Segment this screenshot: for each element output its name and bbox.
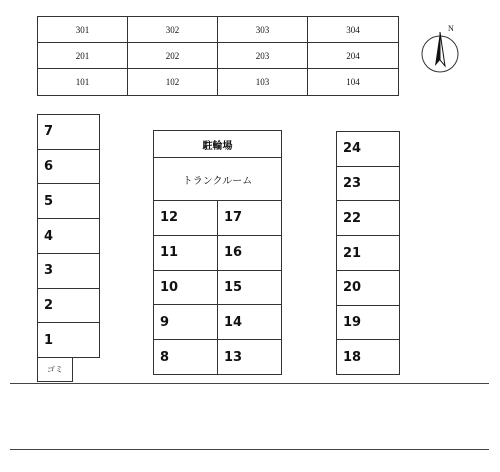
room: 202 — [128, 43, 218, 69]
parking-space: 24 — [337, 132, 399, 167]
north-label: N — [448, 24, 454, 33]
garbage-area: ゴミ — [37, 358, 73, 382]
room: 104 — [346, 77, 360, 87]
parking-column-center-right — [218, 200, 282, 375]
parking-space: 6 — [38, 150, 99, 185]
parking-space: 17 — [218, 201, 281, 236]
room: 302 — [128, 17, 218, 43]
room: 304 — [308, 17, 398, 43]
parking-space: 15 — [218, 271, 281, 306]
parking-space: 19 — [337, 306, 399, 341]
parking-column-right — [336, 131, 400, 375]
room: 204 — [308, 43, 398, 69]
parking-space: 3 — [38, 254, 99, 289]
parking-space: 23 — [337, 167, 399, 202]
room: 103 — [218, 69, 308, 95]
parking-space: 9 — [154, 305, 217, 340]
parking-column-left — [37, 114, 100, 358]
road-edge-bottom — [10, 449, 489, 450]
trunk-room: トランクルーム — [153, 157, 282, 201]
parking-space: 20 — [337, 271, 399, 306]
room: 301 — [38, 17, 128, 43]
parking-space: 13 — [224, 349, 243, 365]
parking-space: 11 — [154, 236, 217, 271]
parking-space: 18 — [343, 349, 362, 365]
parking-space: 16 — [218, 236, 281, 271]
room: 203 — [218, 43, 308, 69]
parking-space: 21 — [337, 236, 399, 271]
parking-space: 14 — [218, 305, 281, 340]
parking-space: 10 — [154, 271, 217, 306]
parking-space: 1 — [44, 332, 54, 348]
parking-space: 12 — [154, 201, 217, 236]
room: 201 — [38, 43, 128, 69]
parking-column-center-left — [153, 200, 218, 375]
parking-space: 2 — [38, 289, 99, 324]
bicycle-parking: 駐輪場 — [153, 130, 282, 158]
parking-space: 5 — [38, 184, 99, 219]
parking-space: 4 — [38, 219, 99, 254]
building-floor-plan — [37, 16, 399, 96]
parking-space: 22 — [337, 201, 399, 236]
room: 102 — [128, 69, 218, 95]
parking-space: 7 — [38, 115, 99, 150]
room: 101 — [38, 69, 128, 95]
parking-space: 8 — [160, 349, 170, 365]
road-edge-top — [10, 383, 489, 384]
compass-icon — [418, 22, 466, 78]
room: 303 — [218, 17, 308, 43]
